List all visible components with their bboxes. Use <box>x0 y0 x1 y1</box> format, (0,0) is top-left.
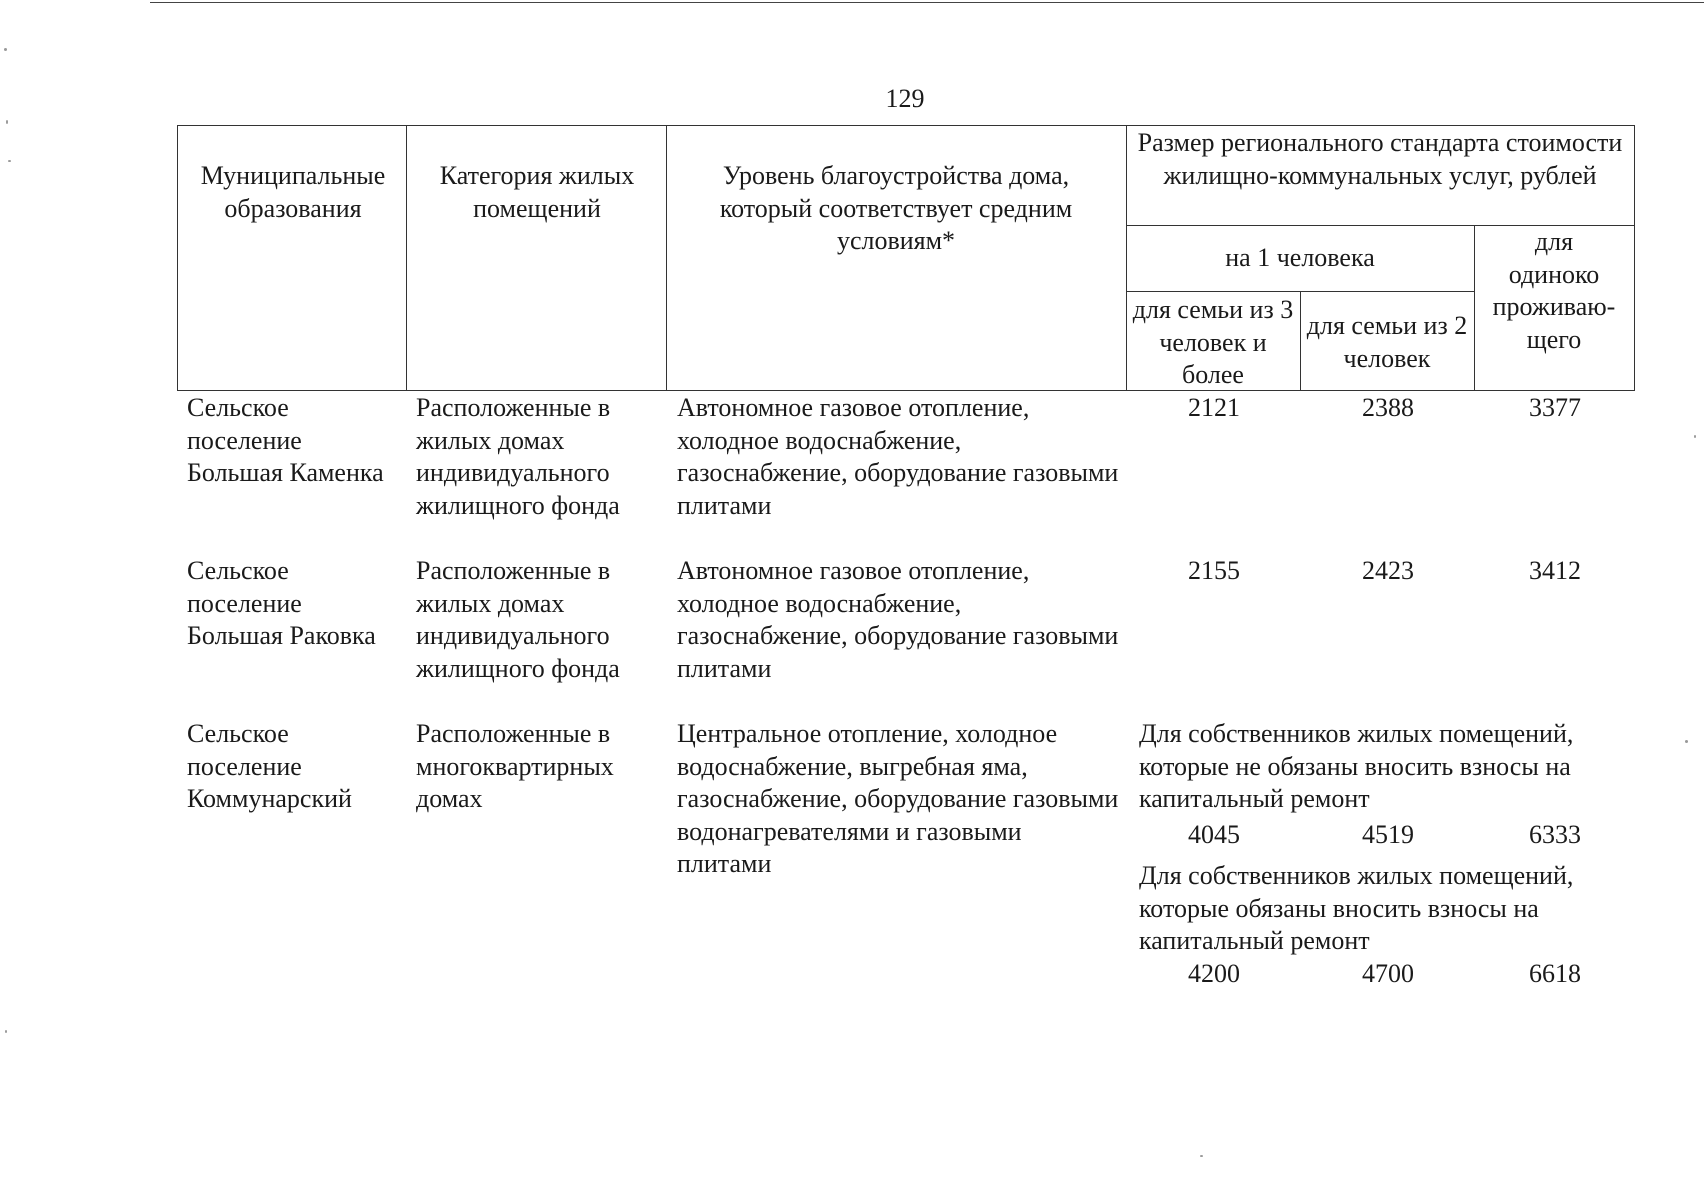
scan-speck <box>4 48 7 51</box>
family-3-value: 4200 <box>1188 959 1240 988</box>
family-2-value: 2423 <box>1362 556 1414 585</box>
single-value: 3377 <box>1529 393 1581 422</box>
header-divider-5 <box>1300 291 1301 391</box>
municipality-cell: Сельское поселение Коммунарский <box>187 719 352 813</box>
scan-speck <box>6 120 8 124</box>
municipality-cell: Сельское поселение Большая Раковка <box>187 556 376 650</box>
scan-speck <box>5 1030 7 1033</box>
level-cell: Автономное газовое отопление, холодное водоснабжение, газоснабжение, оборудование газовыми плитами <box>677 556 1119 683</box>
note-not-obliged: Для собственников жилых помещений, которые не обязаны вносить взносы на капитальный ремонт <box>1139 719 1574 813</box>
header-divider-1 <box>406 125 407 391</box>
category-cell: Расположенные в многоквартирных домах <box>416 719 614 813</box>
family-3-value: 2155 <box>1188 556 1240 585</box>
header-level: Уровень благоустройства дома, который соответствует средним условиям* <box>719 161 1073 255</box>
note-obliged: Для собственников жилых помещений, которые обязаны вносить взносы на капитальный ремонт <box>1139 861 1574 955</box>
family-2-value: 2388 <box>1362 393 1414 422</box>
header-family-3: для семьи из 3 человек и более <box>1132 295 1294 389</box>
header-standard: Размер регионального стандарта стоимости жилищно-коммунальных услуг, рублей <box>1137 128 1623 190</box>
top-rule <box>150 2 1704 3</box>
municipality-cell: Сельское поселение Большая Каменка <box>187 393 384 487</box>
single-value: 3412 <box>1529 556 1581 585</box>
level-cell: Центральное отопление, холодное водоснабжение, выгребная яма, газоснабжение, оборудование газовыми водонагревателями и газовыми плитами <box>677 719 1119 878</box>
header-category: Категория жилых помещений <box>439 161 635 223</box>
family-3-value: 2121 <box>1188 393 1240 422</box>
family-3-value: 4045 <box>1188 820 1240 849</box>
header-divider-4 <box>1474 225 1475 391</box>
header-per-person: на 1 человека <box>1225 243 1375 272</box>
header-single: для одиноко проживаю-щего <box>1492 227 1616 354</box>
header-family-2: для семьи из 2 человек <box>1306 311 1468 373</box>
category-cell: Расположенные в жилых домах индивидуального жилищного фонда <box>416 393 620 520</box>
scan-speck <box>8 160 11 162</box>
header-divider-2 <box>666 125 667 391</box>
category-cell: Расположенные в жилых домах индивидуального жилищного фонда <box>416 556 620 683</box>
page-number: 129 <box>885 84 925 113</box>
family-2-value: 4519 <box>1362 820 1414 849</box>
header-divider-3 <box>1126 125 1127 391</box>
family-2-value: 4700 <box>1362 959 1414 988</box>
scan-speck <box>1200 1155 1203 1157</box>
scan-speck <box>1694 435 1696 438</box>
single-value: 6333 <box>1529 820 1581 849</box>
single-value: 6618 <box>1529 959 1581 988</box>
level-cell: Автономное газовое отопление, холодное водоснабжение, газоснабжение, оборудование газовыми плитами <box>677 393 1119 520</box>
scan-speck <box>1685 740 1688 743</box>
header-municipality: Муниципальные образования <box>200 161 386 223</box>
